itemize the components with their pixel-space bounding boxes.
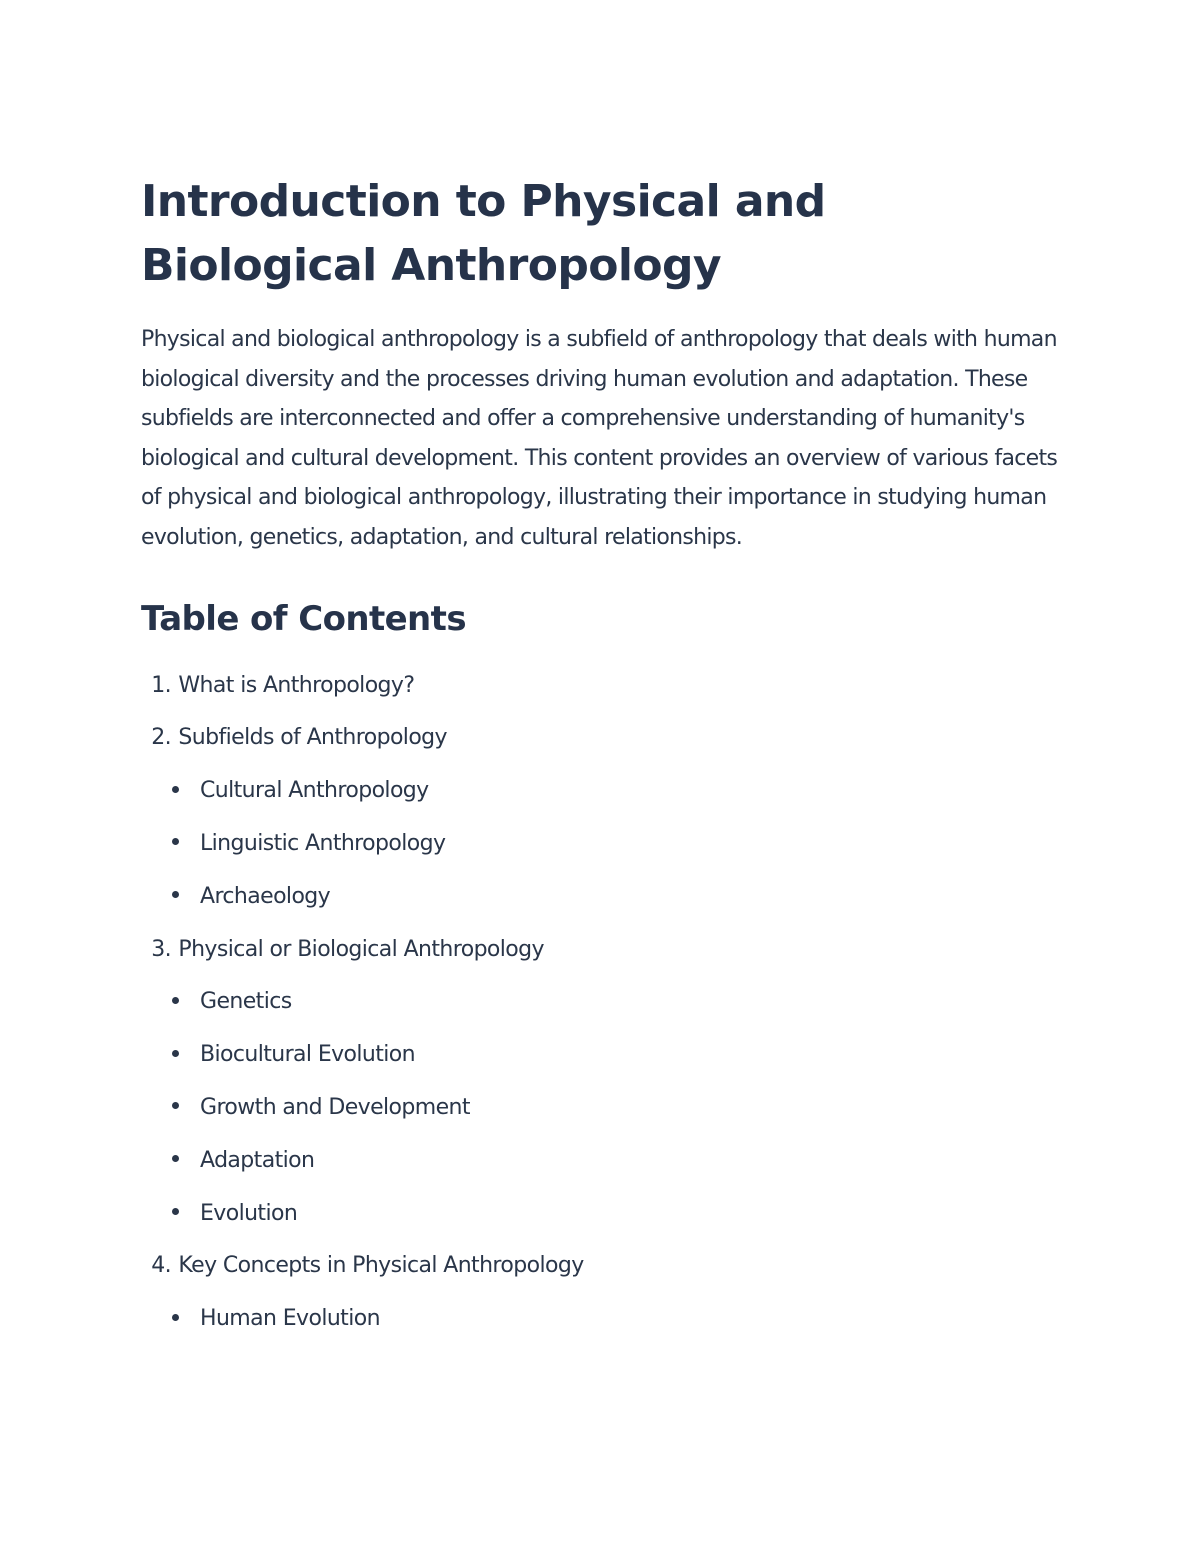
- intro-paragraph: Physical and biological anthropology is a subfield of anthropology that deals with human biological diversity and the processes driving human evolution and adaptation. These subfields are interconnected and offer a comprehensive understanding of humanity's biological and cultural development. This content provides an overview of various facets of physical and biological anthropology, illustrating their importance in studying human evolution, genetics, adaptation, and cultural relationships.: [141, 327, 1058, 550]
- toc-item-number: 3.: [151, 936, 171, 962]
- toc-item-number: 1.: [151, 672, 171, 698]
- toc-item-label: Subfields of Anthropology: [178, 725, 447, 751]
- toc-item-label: Physical or Biological Anthropology: [178, 936, 544, 962]
- toc-subitem-label: Biocultural Evolution: [200, 1042, 415, 1068]
- toc-subitem-label: Cultural Anthropology: [200, 778, 429, 804]
- toc-subitem-label: Genetics: [200, 989, 292, 1015]
- toc-subitem-label: Evolution: [200, 1200, 298, 1226]
- toc-subitem-evolution: [141, 1188, 1061, 1241]
- toc-subitem-label: Human Evolution: [200, 1306, 380, 1332]
- bullet-icon: [172, 891, 179, 898]
- toc-subitem-label: Linguistic Anthropology: [200, 830, 446, 856]
- toc-item-number: 2.: [151, 725, 171, 751]
- toc-item-label: What is Anthropology?: [178, 672, 415, 698]
- toc-subitem-label: Archaeology: [200, 883, 331, 909]
- page-title: Introduction to Physical and Biological Anthropology: [141, 176, 826, 291]
- bullet-icon: [172, 786, 179, 793]
- bullet-icon: [172, 838, 179, 845]
- toc-item-number: 4.: [151, 1253, 171, 1279]
- toc-item-physical-or-biological-anthropology: [141, 924, 1061, 977]
- toc-subitem-label: Adaptation: [200, 1147, 315, 1173]
- bullet-icon: [172, 1050, 179, 1057]
- bullet-icon: [172, 1155, 179, 1162]
- toc-subitem-growth-and-development: [141, 1082, 1061, 1135]
- toc-subitem-cultural-anthropology: [141, 765, 1061, 818]
- bullet-icon: [172, 1102, 179, 1109]
- bullet-icon: [172, 1314, 179, 1321]
- toc-subitem-adaptation: [141, 1135, 1061, 1188]
- toc-item-what-is-anthropology: [141, 660, 1061, 713]
- toc-subitem-genetics: [141, 976, 1061, 1029]
- toc-subitem-biocultural-evolution: [141, 1029, 1061, 1082]
- toc-heading: Table of Contents: [141, 598, 466, 639]
- toc-item-subfields-of-anthropology: [141, 712, 1061, 765]
- toc-subitem-label: Growth and Development: [200, 1094, 470, 1120]
- document-page: [141, 170, 1061, 1346]
- toc-item-label: Key Concepts in Physical Anthropology: [178, 1253, 584, 1279]
- toc-item-key-concepts: [141, 1240, 1061, 1293]
- bullet-icon: [172, 1208, 179, 1215]
- toc-subitem-archaeology: [141, 871, 1061, 924]
- table-of-contents: [141, 660, 1061, 1346]
- toc-subitem-linguistic-anthropology: [141, 818, 1061, 871]
- toc-subitem-human-evolution: [141, 1293, 1061, 1346]
- bullet-icon: [172, 997, 179, 1004]
